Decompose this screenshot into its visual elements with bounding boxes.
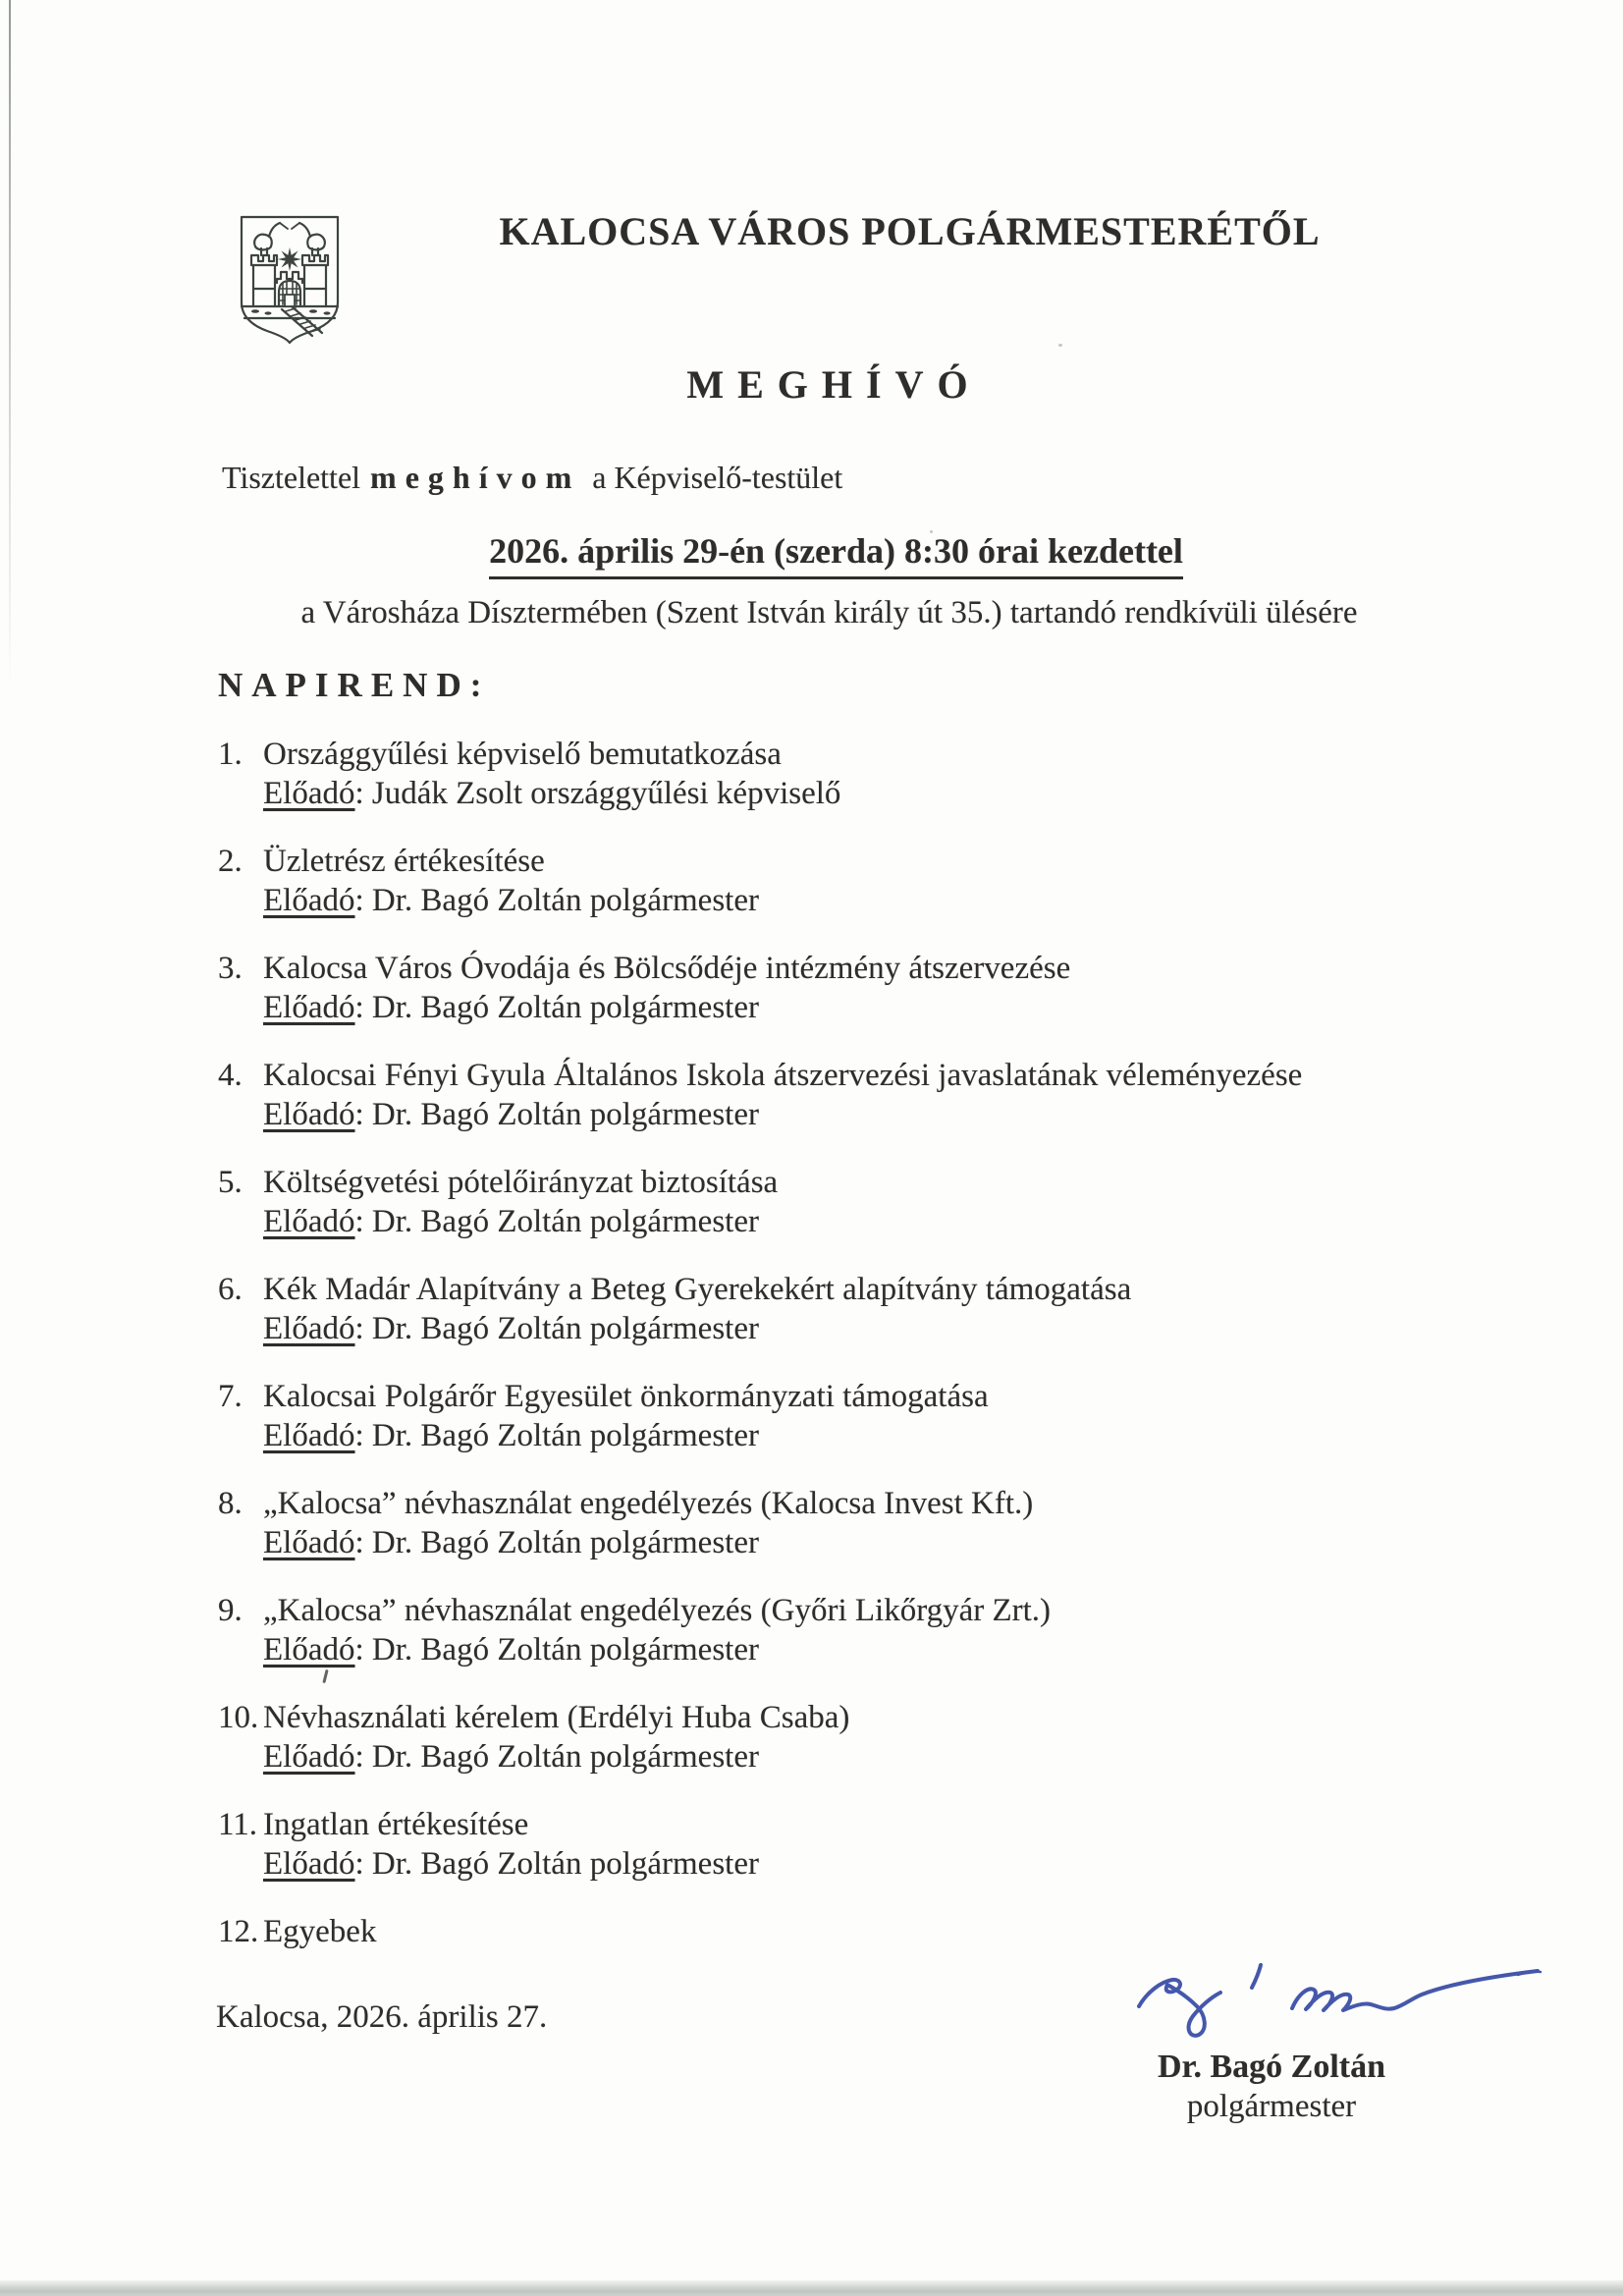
presenter-name: Dr. Bagó Zoltán polgármester	[371, 1525, 759, 1560]
signature-svg	[1127, 1949, 1554, 2052]
presenter-label: Előadó	[263, 776, 355, 811]
agenda-item-title: „Kalocsa” névhasználat engedélyezés (Győri Likőrgyár Zrt.)	[263, 1593, 1052, 1628]
agenda-item-number: 3.	[218, 951, 243, 986]
presenter-name: Dr. Bagó Zoltán polgármester	[371, 1097, 759, 1132]
office-title: KALOCSA VÁROS POLGÁRMESTERÉTŐL	[499, 209, 1321, 253]
scan-speck	[1058, 344, 1062, 347]
scan-edge-bottom	[0, 2280, 1623, 2296]
agenda-heading: NAPIREND:	[218, 666, 491, 704]
presenter-separator: :	[354, 1739, 372, 1775]
agenda-item-number: 11.	[218, 1807, 258, 1842]
intro-emphasis: meghívom	[370, 460, 581, 495]
signer-role: polgármester	[1186, 2089, 1357, 2124]
agenda-item-presenter	[263, 774, 840, 813]
presenter-separator: :	[354, 883, 372, 918]
presenter-separator: :	[354, 1097, 372, 1132]
presenter-name: Dr. Bagó Zoltán polgármester	[371, 1632, 759, 1667]
scan-edge-left	[9, 0, 11, 687]
agenda-item-number: 9.	[218, 1593, 243, 1628]
presenter-label: Előadó	[263, 1204, 355, 1239]
presenter-name: Dr. Bagó Zoltán polgármester	[371, 1204, 759, 1239]
agenda-item-number: 4.	[218, 1058, 243, 1093]
agenda-item-title: Költségvetési pótelőirányzat biztosítása	[263, 1165, 779, 1200]
agenda-item	[218, 949, 1544, 1027]
agenda-item-number: 12.	[218, 1914, 259, 1949]
signer-name: Dr. Bagó Zoltán	[1157, 2049, 1386, 2085]
agenda-item	[218, 1698, 1544, 1777]
agenda-item-body	[263, 1805, 759, 1884]
agenda-item-number: 5.	[218, 1165, 243, 1200]
agenda-item-number: 8.	[218, 1486, 243, 1521]
presenter-separator: :	[354, 776, 372, 811]
presenter-label: Előadó	[263, 1525, 355, 1560]
agenda-item	[218, 1163, 1544, 1241]
agenda-item-presenter	[263, 1095, 1302, 1134]
presenter-label: Előadó	[263, 883, 355, 918]
meeting-datetime-text: 2026. április 29-én (szerda) 8:30 órai kezdettel	[489, 530, 1183, 579]
agenda-item	[218, 735, 1544, 813]
agenda-item-number: 7.	[218, 1379, 243, 1414]
agenda-item-presenter	[263, 881, 759, 920]
agenda-item-body	[263, 1270, 1131, 1348]
presenter-name: Judák Zsolt országgyűlési képviselő	[371, 776, 841, 811]
meeting-venue: a Városháza Dísztermében (Szent István király út 35.) tartandó rendkívüli ülésére	[300, 595, 1358, 630]
agenda-item-title: Kék Madár Alapítvány a Beteg Gyerekekért alapítvány támogatása	[263, 1272, 1132, 1307]
presenter-name: Dr. Bagó Zoltán polgármester	[371, 990, 759, 1025]
agenda-item-title: Kalocsai Polgárőr Egyesület önkormányzati támogatása	[263, 1379, 989, 1414]
presenter-label: Előadó	[263, 1632, 355, 1667]
agenda-item-number: 2.	[218, 844, 243, 879]
signature-block	[1119, 2049, 1424, 2125]
agenda-item	[218, 1591, 1544, 1669]
presenter-label: Előadó	[263, 1846, 355, 1882]
presenter-label: Előadó	[263, 1097, 355, 1132]
document-title: MEGHÍVÓ	[686, 362, 982, 407]
presenter-label: Előadó	[263, 1311, 355, 1346]
agenda-item-body	[263, 1056, 1302, 1134]
presenter-separator: :	[354, 1846, 372, 1882]
agenda-item	[218, 1377, 1544, 1455]
agenda-item-body	[263, 1484, 1033, 1562]
presenter-separator: :	[354, 990, 372, 1025]
agenda-item-title: Névhasználati kérelem (Erdélyi Huba Csaba)	[263, 1700, 850, 1735]
agenda-item-title: Kalocsa Város Óvodája és Bölcsődéje intézmény átszervezése	[263, 951, 1071, 986]
agenda-item-body	[263, 1912, 376, 1951]
agenda-item-number: 10.	[218, 1700, 259, 1735]
presenter-name: Dr. Bagó Zoltán polgármester	[371, 1739, 759, 1775]
agenda-item-presenter	[263, 1523, 1033, 1562]
agenda-item	[218, 1056, 1544, 1134]
agenda-item	[218, 1484, 1544, 1562]
intro-prefix: Tisztelettel	[222, 460, 361, 495]
meeting-datetime	[49, 530, 1623, 579]
agenda-item-presenter	[263, 1416, 989, 1455]
presenter-label: Előadó	[263, 1418, 355, 1453]
agenda-item-number: 1.	[218, 737, 243, 772]
agenda-item-body	[263, 1163, 778, 1241]
agenda-item-body	[263, 1377, 989, 1455]
agenda-item-presenter	[263, 1844, 759, 1884]
presenter-name: Dr. Bagó Zoltán polgármester	[371, 1418, 759, 1453]
closing-date: Kalocsa, 2026. április 27.	[216, 1999, 548, 2035]
agenda-item-title: Egyebek	[263, 1914, 377, 1949]
agenda-item-body	[263, 1591, 1051, 1669]
agenda-item	[218, 842, 1544, 920]
intro-line	[222, 460, 842, 496]
agenda-list	[218, 735, 1544, 1980]
agenda-item-body	[263, 949, 1070, 1027]
presenter-separator: :	[354, 1311, 372, 1346]
agenda-item-body	[263, 842, 759, 920]
agenda-item	[218, 1912, 1544, 1951]
presenter-name: Dr. Bagó Zoltán polgármester	[371, 1311, 759, 1346]
agenda-item	[218, 1270, 1544, 1348]
agenda-item-title: Üzletrész értékesítése	[263, 844, 545, 879]
signature-handwriting	[1127, 1949, 1554, 2052]
presenter-label: Előadó	[263, 1739, 355, 1775]
agenda-item-title: Ingatlan értékesítése	[263, 1807, 529, 1842]
presenter-separator: :	[354, 1204, 372, 1239]
presenter-separator: :	[354, 1418, 372, 1453]
agenda-item-body	[263, 735, 840, 813]
agenda-item-presenter	[263, 988, 1070, 1027]
agenda-item-presenter	[263, 1630, 1051, 1669]
presenter-label: Előadó	[263, 990, 355, 1025]
agenda-item-body	[263, 1698, 849, 1777]
presenter-separator: :	[354, 1632, 372, 1667]
intro-suffix: a Képviselő-testület	[592, 460, 843, 495]
presenter-name: Dr. Bagó Zoltán polgármester	[371, 883, 759, 918]
presenter-separator: :	[354, 1525, 372, 1560]
agenda-item-presenter	[263, 1737, 849, 1777]
agenda-item	[218, 1805, 1544, 1884]
agenda-item-presenter	[263, 1309, 1131, 1348]
agenda-item-title: „Kalocsa” névhasználat engedélyezés (Kalocsa Invest Kft.)	[263, 1486, 1034, 1521]
agenda-item-presenter	[263, 1202, 778, 1241]
agenda-item-title: Országgyűlési képviselő bemutatkozása	[263, 737, 782, 772]
presenter-name: Dr. Bagó Zoltán polgármester	[371, 1846, 759, 1882]
agenda-item-title: Kalocsai Fényi Gyula Általános Iskola átszervezési javaslatának véleményezése	[263, 1058, 1303, 1093]
agenda-item-number: 6.	[218, 1272, 243, 1307]
